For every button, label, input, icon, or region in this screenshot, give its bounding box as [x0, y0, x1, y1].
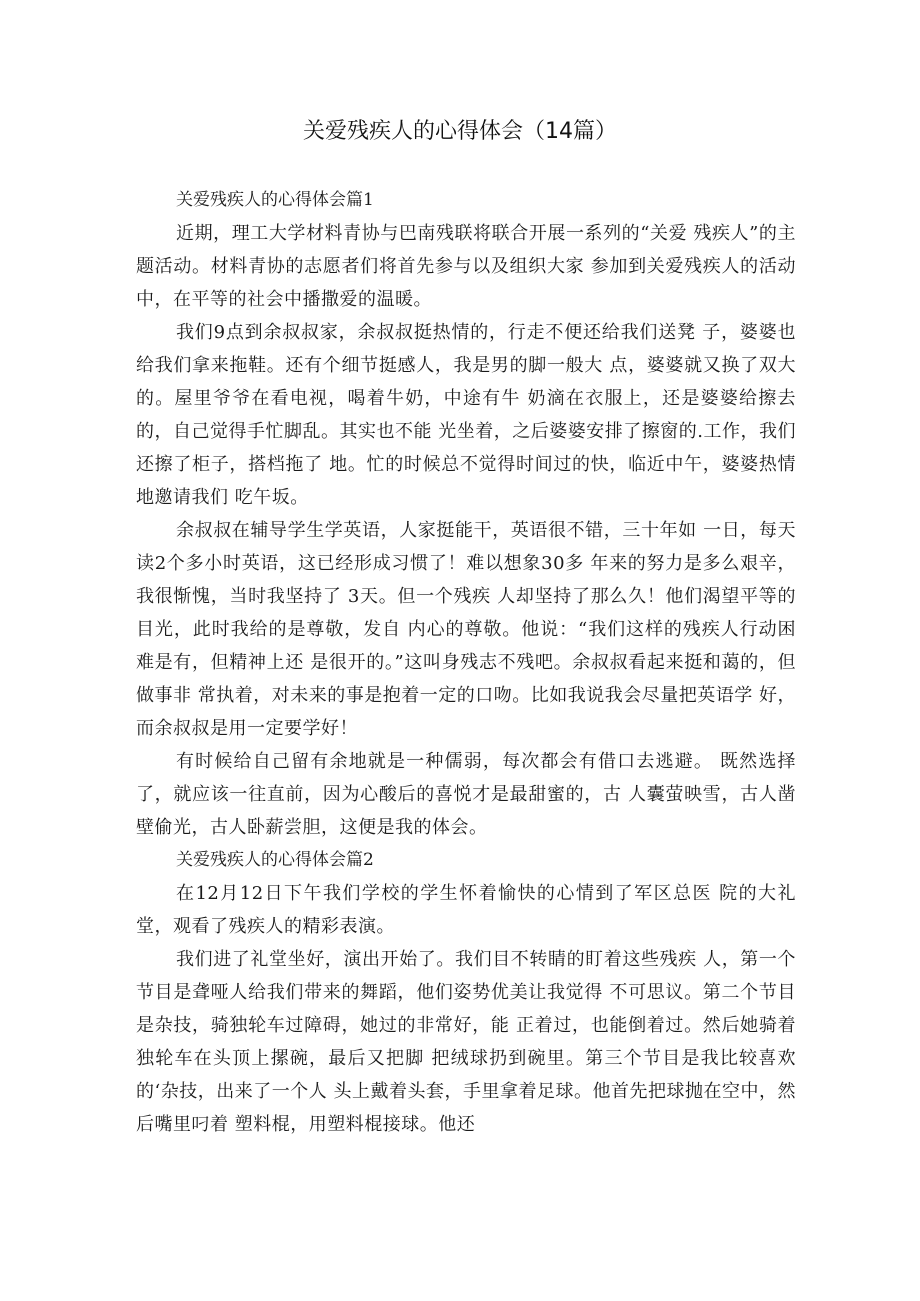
document-title: 关爱残疾人的心得体会（14篇） — [303, 119, 617, 144]
paragraph: 在12月12日下午我们学校的学生怀着愉快的心情到了军区总医 院的大礼堂，观看了残疾人的精彩表演。 — [136, 883, 796, 937]
paragraph: 我们9点到余叔叔家，余叔叔挺热情的，行走不便还给我们送凳 子，婆婆也给我们拿来拖鞋。还有个细节挺感人，我是男的脚一般大 点，婆婆就又换了双大的。屋里爷爷在看电视，喝着牛奶，中途有牛 奶滴在衣服上，还是婆婆给擦去的，自己觉得手忙脚乱。其实也不能 光坐着，之后婆婆安排了擦窗的.工作，我们还擦了柜子，搭档拖了 地。忙的时候总不觉得时间过的快，临近中午，婆婆热情地邀请我们 吃午坂。 — [136, 322, 796, 508]
paragraph: 有时候给自己留有余地就是一种儒弱，每次都会有借口去逃避。 既然选择了，就应该一往直前，因为心酸后的喜悦才是最甜蜜的，古 人囊萤映雪，古人凿壁偷光，古人卧薪尝胆，这便是我的体会。 — [136, 751, 796, 838]
section-heading-2: 关爱残疾人的心得体会篇2 — [176, 850, 374, 870]
section-heading-1: 关爱残疾人的心得体会篇1 — [176, 190, 374, 210]
document-body — [136, 184, 796, 1141]
paragraph: 余叔叔在辅导学生学英语，人家挺能干，英语很不错，三十年如 一日，每天读2个多小时英语，这已经形成习惯了！难以想象30多 年来的努力是多么艰辛，我很惭愧，当时我坚持了 3天。但一个残疾 人却坚持了那么久！他们渴望平等的目光，此时我给的是尊敬，发自 内心的尊敬。他说：“我们这样的残疾人行动困难是有，但精神上还 是很开的。”这叫身残志不残吧。余叔叔看起来挺和蔼的，但做事非 常执着，对未来的事是抱着一定的口吻。比如我说我会尽量把英语学 好，而余叔叔是用一定要学好！ — [136, 520, 796, 739]
paragraph: 我们进了礼堂坐好，演出开始了。我们目不转睛的盯着这些残疾 人，第一个节目是聋哑人给我们带来的舞蹈，他们姿势优美让我觉得 不可思议。第二个节目是杂技，骑独轮车过障碍，她过的非常好，能 正着过，也能倒着过。然后她骑着独轮车在头顶上摞碗，最后又把脚 把绒球扔到碗里。第三个节目是我比较喜欢的‘杂技，出来了一个人 头上戴着头套，手里拿着足球。他首先把球抛在空中，然后嘴里叼着 塑料棍，用塑料棍接球。他还 — [136, 949, 796, 1135]
paragraph: 近期，理工大学材料青协与巴南残联将联合开展一系列的“关爱 残疾人”的主题活动。材料青协的志愿者们将首先参与以及组织大家 参加到关爱残疾人的活动中，在平等的社会中播撒爱的温暖。 — [136, 223, 796, 310]
